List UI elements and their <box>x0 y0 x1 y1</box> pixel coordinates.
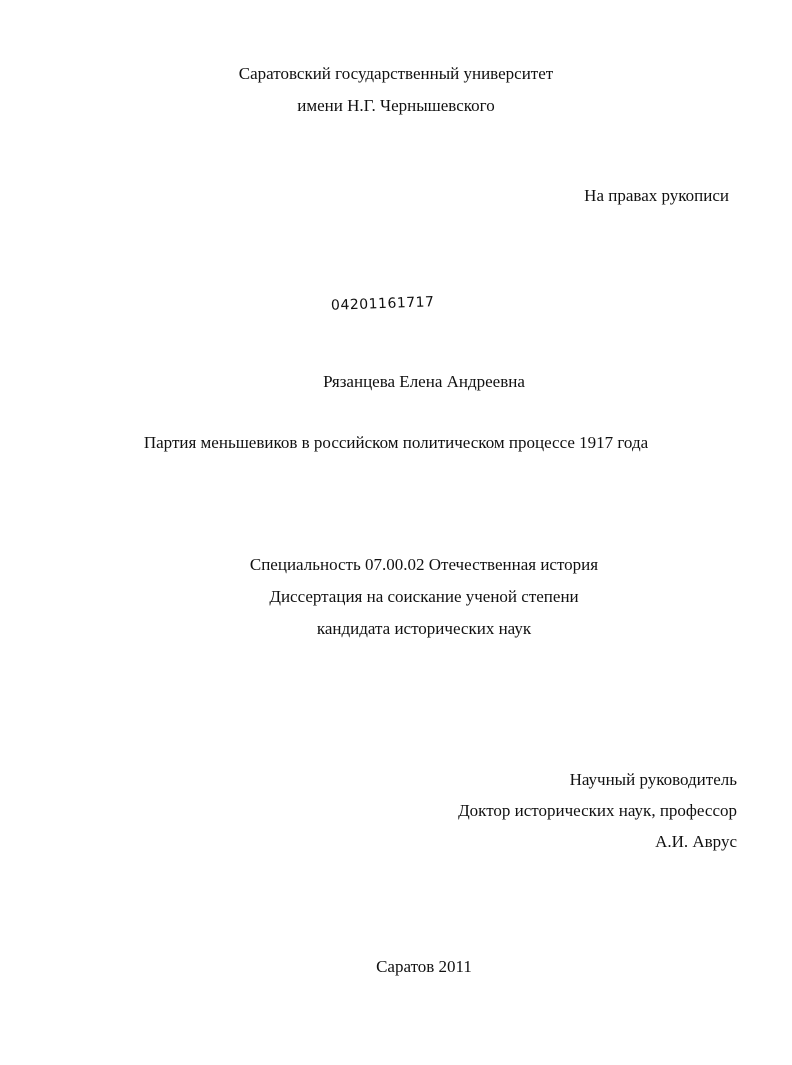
manuscript-note: На правах рукописи <box>584 186 729 205</box>
dissertation-title: Партия меньшевиков в российском политическом процессе 1917 года <box>143 433 649 452</box>
supervisor-label: Научный руководитель <box>569 770 737 789</box>
university-dedication: имени Н.Г. Чернышевского <box>297 96 495 115</box>
city-year: Саратов 2011 <box>376 957 472 976</box>
catalog-number: 04201161717 <box>330 294 435 314</box>
supervisor-name: А.И. Аврус <box>655 832 737 851</box>
supervisor-degree: Доктор исторических наук, профессор <box>458 801 737 820</box>
university-name: Саратовский государственный университет <box>238 64 554 83</box>
author-name: Рязанцева Елена Андреевна <box>323 372 525 391</box>
degree-field-line: кандидата исторических наук <box>316 619 532 638</box>
specialty-line: Специальность 07.00.02 Отечественная история <box>249 555 599 574</box>
degree-line: Диссертация на соискание ученой степени <box>269 587 579 606</box>
